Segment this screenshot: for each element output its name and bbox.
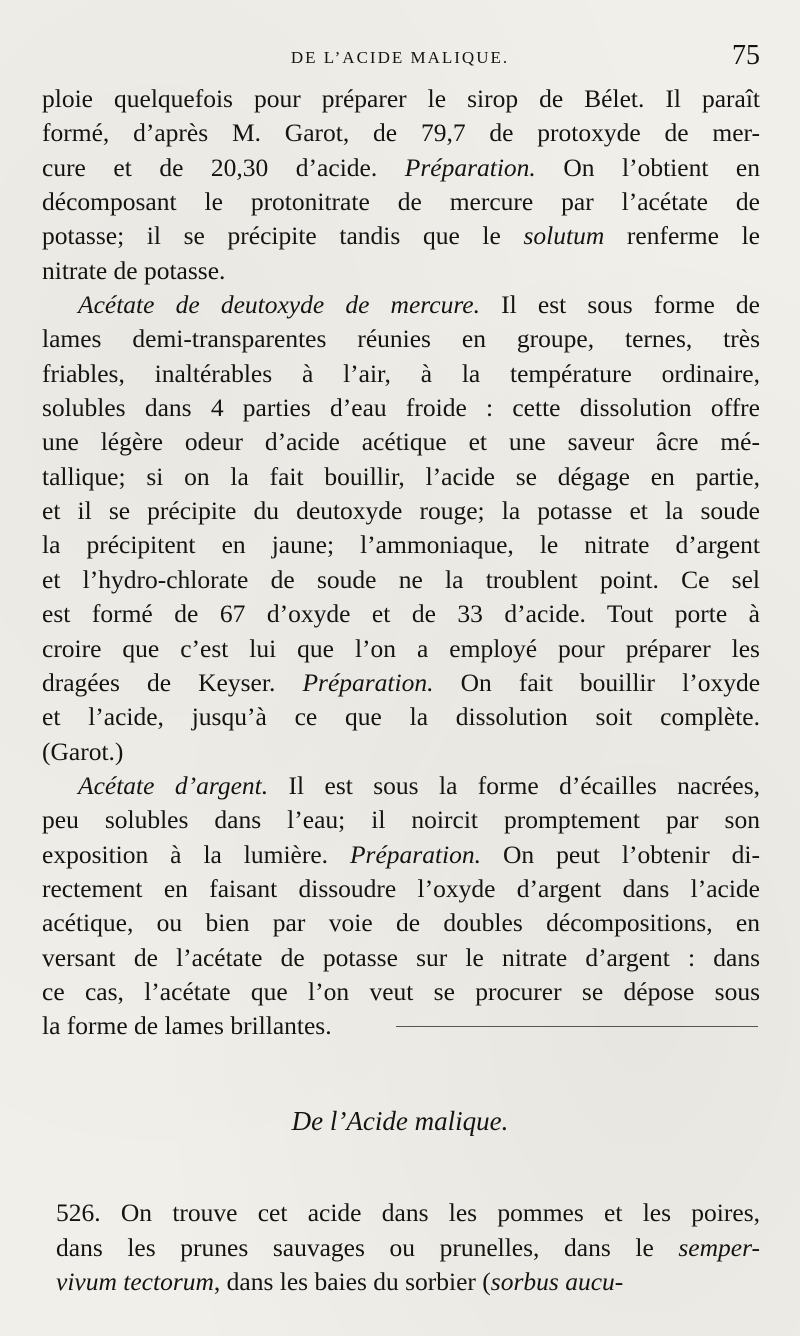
text-line: [42, 906, 760, 940]
text-line: [56, 1196, 760, 1231]
text-line: [42, 769, 760, 803]
text-line: [42, 425, 760, 459]
page-number: 75: [732, 40, 760, 71]
paragraph: [42, 82, 760, 288]
text-line: [56, 1231, 760, 1266]
text-line: [42, 838, 760, 872]
text-span: et l’acide, jusqu’à ce que la dissolution soit complète.: [42, 702, 760, 732]
italic-text: semper-: [678, 1232, 760, 1262]
text-span: peu solubles dans l’eau; il noircit promptement par son: [42, 805, 760, 835]
text-span: formé, d’après M. Garot, de 79,7 de protoxyde de mer-: [42, 118, 760, 148]
text-span: la forme de lames brillantes.: [42, 1011, 332, 1041]
text-line: [42, 872, 760, 906]
text-span: rectement en faisant dissoudre l’oxyde d’argent dans l’acide: [42, 873, 760, 903]
text-line: [42, 185, 760, 219]
text-line: [42, 666, 760, 700]
italic-text: sorbus aucu-: [490, 1267, 624, 1296]
text-span: ce cas, l’acétate que l’on veut se procurer se dépose sous: [42, 976, 760, 1006]
text-span: , dans les baies du sorbier (: [213, 1267, 491, 1296]
text-span: cure et de 20,30 d’acide.: [42, 152, 405, 182]
text-span: nitrate de potasse.: [42, 255, 226, 285]
text-span: versant de l’acétate de potasse sur le nitrate d’argent : dans: [42, 942, 760, 972]
italic-text: Acétate d’argent.: [78, 770, 269, 800]
text-span: ploie quelquefois pour préparer le sirop de Bélet. Il paraît: [42, 84, 760, 113]
italic-text: Préparation.: [302, 667, 434, 697]
text-span: croire que c’est lui que l’on a employé pour préparer les: [42, 633, 760, 663]
text-line: [42, 494, 760, 528]
footnote-rule: [396, 1026, 758, 1027]
paragraph: [42, 769, 760, 1044]
text-line: [42, 975, 760, 1009]
section-paragraph: [56, 1196, 760, 1300]
text-span: Il est sous forme de: [480, 290, 760, 320]
text-span: On l’obtient en: [535, 152, 760, 182]
text-span: une légère odeur d’acide acétique et une saveur âcre mé-: [42, 427, 760, 457]
text-line: [42, 597, 760, 631]
running-head: DE L’ACIDE MALIQUE.: [290, 48, 510, 67]
text-span: (Garot.): [42, 736, 124, 766]
text-span: On fait bouillir l’oxyde: [433, 667, 761, 697]
text-line: [42, 803, 760, 837]
text-span: exposition à la lumière.: [42, 839, 350, 869]
text-span: décomposant le protonitrate de mercure par l’acétate de: [42, 187, 760, 217]
text-line: [42, 391, 760, 425]
italic-text: Préparation.: [404, 152, 536, 182]
text-span: solubles dans 4 parties d’eau froide : cette dissolution offre: [42, 393, 760, 423]
text-line: [42, 735, 760, 769]
italic-text: solutum: [523, 221, 605, 251]
text-line: [42, 322, 760, 356]
text-span: et l’hydro-chlorate de soude ne la troublent point. Ce sel: [42, 564, 760, 594]
text-line: [42, 357, 760, 391]
italic-text: Acétate de deutoxyde de mercure.: [78, 290, 481, 320]
text-span: friables, inaltérables à l’air, à la température ordinaire,: [42, 358, 760, 388]
text-span: renferme le: [604, 221, 760, 251]
page-header: [40, 40, 760, 80]
section-title: De l’Acide malique.: [291, 1106, 509, 1136]
body-text: [42, 82, 760, 1044]
text-span: acétique, ou bien par voie de doubles décompositions, en: [42, 908, 760, 938]
text-span: potasse; il se précipite tandis que le: [42, 221, 524, 251]
text-span: 526. On trouve cet acide dans les pommes et les poires,: [56, 1198, 760, 1227]
text-span: dragées de Keyser.: [42, 667, 303, 697]
text-span: dans les prunes sauvages ou prunelles, dans le: [56, 1232, 679, 1262]
italic-text: vivum tectorum: [56, 1267, 214, 1296]
text-span: lames demi-transparentes réunies en groupe, ternes, très: [42, 324, 760, 354]
text-line: [42, 151, 760, 185]
text-line: [42, 219, 760, 253]
text-line: [42, 941, 760, 975]
text-span: est formé de 67 d’oxyde et de 33 d’acide. Tout porte à: [42, 599, 760, 629]
italic-text: Préparation.: [349, 839, 482, 869]
text-span: Il est sous la forme d’écailles nacrées,: [268, 770, 760, 800]
text-line: [42, 116, 760, 150]
text-line: [42, 460, 760, 494]
paragraph: [42, 288, 760, 769]
text-line: [42, 700, 760, 734]
text-span: et il se précipite du deutoxyde rouge; la potasse et la soude: [42, 496, 760, 526]
text-line: [42, 82, 760, 116]
text-span: la précipitent en jaune; l’ammoniaque, le nitrate d’argent: [42, 530, 760, 560]
text-span: tallique; si on la fait bouillir, l’acide se dégage en partie,: [42, 461, 760, 491]
text-line: [42, 254, 760, 288]
text-line: [56, 1265, 760, 1300]
text-line: [42, 288, 760, 322]
text-line: [42, 563, 760, 597]
text-line: [42, 632, 760, 666]
text-span: On peut l’obtenir di-: [481, 839, 760, 869]
text-line: [42, 528, 760, 562]
